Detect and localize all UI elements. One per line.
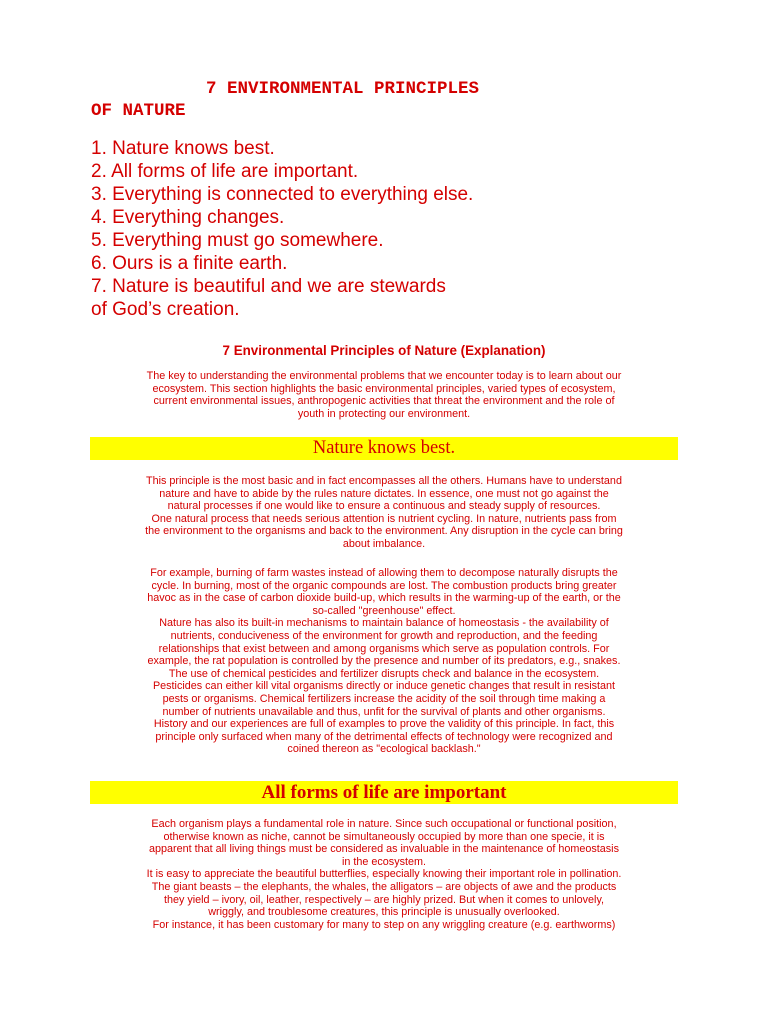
paragraph-line: relationships that exist between and among organisms which serve as population controls. For xyxy=(158,642,610,655)
paragraph-line: nature and have to abide by the rules nature dictates. In essence, one must not go against the xyxy=(159,487,609,500)
paragraph-line: For instance, it has been customary for many to step on any wriggling creature (e.g. earthworms) xyxy=(152,918,616,931)
paragraph-line: number of nutrients unavailable and thus, unfit for the survival of plants and other organisms. xyxy=(162,705,606,718)
paragraph-line: coined thereon as "ecological backlash." xyxy=(287,743,481,756)
paragraph-line: youth in protecting our environment. xyxy=(297,407,471,420)
section-banner-nature-knows-best: Nature knows best. xyxy=(90,437,678,460)
paragraph-line: nutrients, conduciveness of the environment for growth and reproduction, and the feeding xyxy=(170,629,598,642)
principle-item: 5. Everything must go somewhere. xyxy=(91,230,384,251)
principle-item: 6. Ours is a finite earth. xyxy=(91,253,288,274)
paragraph-line: apparent that all living things must be considered as invaluable in the maintenance of homeostasis xyxy=(149,843,619,856)
paragraph-line: History and our experiences are full of examples to prove the validity of this principle. In fact, this xyxy=(153,718,615,731)
explanation-heading: 7 Environmental Principles of Nature (Explanation) xyxy=(222,343,546,358)
title-line-1: 7 ENVIRONMENTAL PRINCIPLES xyxy=(206,79,480,99)
paragraph-line: Each organism plays a fundamental role in nature. Since such occupational or functional position, xyxy=(151,818,617,830)
principle-item: 4. Everything changes. xyxy=(91,207,285,228)
all-forms-of-life-paragraph xyxy=(90,818,678,931)
paragraph-line: havoc as in the case of carbon dioxide build-up, which results in the warming-up of the earth, or the xyxy=(147,592,621,605)
document-title xyxy=(91,78,691,122)
principle-item: 7. Nature is beautiful and we are stewards xyxy=(91,276,446,297)
paragraph-line: so-called "greenhouse" effect. xyxy=(312,604,456,617)
paragraph-line: about imbalance. xyxy=(342,537,426,550)
paragraph-line: It is easy to appreciate the beautiful butterflies, especially knowing their important role in pollination. xyxy=(146,868,622,881)
paragraph-line: principle only surfaced when many of the detrimental effects of technology were recognized and xyxy=(155,730,613,743)
section-banner-all-forms-of-life: All forms of life are important xyxy=(90,781,678,804)
paragraph-line: The key to understanding the environmental problems that we encounter today is to learn about our xyxy=(146,370,622,382)
paragraph-line: The use of chemical pesticides and fertilizer disrupts check and balance in the ecosystem. xyxy=(168,667,600,680)
paragraph-line: current environmental issues, anthropogenic activities that threat the environment and the role of xyxy=(153,395,615,408)
principle-item: 2. All forms of life are important. xyxy=(91,161,359,182)
paragraph-line: example, the rat population is controlled by the presence and number of its predators, e.g., snakes. xyxy=(147,655,621,668)
paragraph-line: the environment to the organisms and back to the environment. Any disruption in the cycle can bring xyxy=(145,525,623,538)
paragraph-line: natural processes if one would like to ensure a continuous and steady supply of resources. xyxy=(167,500,601,513)
paragraph-line: This principle is the most basic and in fact encompasses all the others. Humans have to understand xyxy=(146,475,622,487)
principle-item: 1. Nature knows best. xyxy=(91,138,275,159)
principle-item-continuation: of God’s creation. xyxy=(91,299,240,320)
principles-list xyxy=(91,137,691,321)
intro-paragraph xyxy=(90,370,678,420)
paragraph-line: Nature has also its built-in mechanisms to maintain balance of homeostasis - the availability of xyxy=(159,617,609,630)
paragraph-line: For example, burning of farm wastes instead of allowing them to decompose naturally disrupts the xyxy=(150,567,618,579)
paragraph-line: otherwise known as niche, cannot be simultaneously occupied by more than one specie, it is xyxy=(163,830,605,843)
paragraph-line: Pesticides can either kill vital organisms directly or induce genetic changes that result in resistant xyxy=(152,680,616,693)
paragraph-line: One natural process that needs serious attention is nutrient cycling. In nature, nutrients pass from xyxy=(151,512,617,525)
nature-knows-best-paragraph-1 xyxy=(90,475,678,551)
paragraph-line: pests or organisms. Chemical fertilizers increase the acidity of the soil through time making a xyxy=(162,692,606,705)
nature-knows-best-paragraph-2 xyxy=(90,567,678,756)
paragraph-line: in the ecosystem. xyxy=(341,855,426,868)
paragraph-line: ecosystem. This section highlights the basic environmental principles, varied types of ecosystem, xyxy=(152,382,616,395)
paragraph-line: wriggly, and troublesome creatures, this principle is unusually overlooked. xyxy=(208,906,560,919)
paragraph-line: they yield – ivory, oil, leather, respectively – are highly prized. But when it comes to unlovely, xyxy=(163,893,605,906)
paragraph-line: The giant beasts – the elephants, the whales, the alligators – are objects of awe and the products xyxy=(151,880,617,893)
title-line-2: OF NATURE xyxy=(91,101,186,121)
principle-item: 3. Everything is connected to everything else. xyxy=(91,184,474,205)
paragraph-line: cycle. In burning, most of the organic compounds are lost. The combustion products bring greater xyxy=(151,579,617,592)
